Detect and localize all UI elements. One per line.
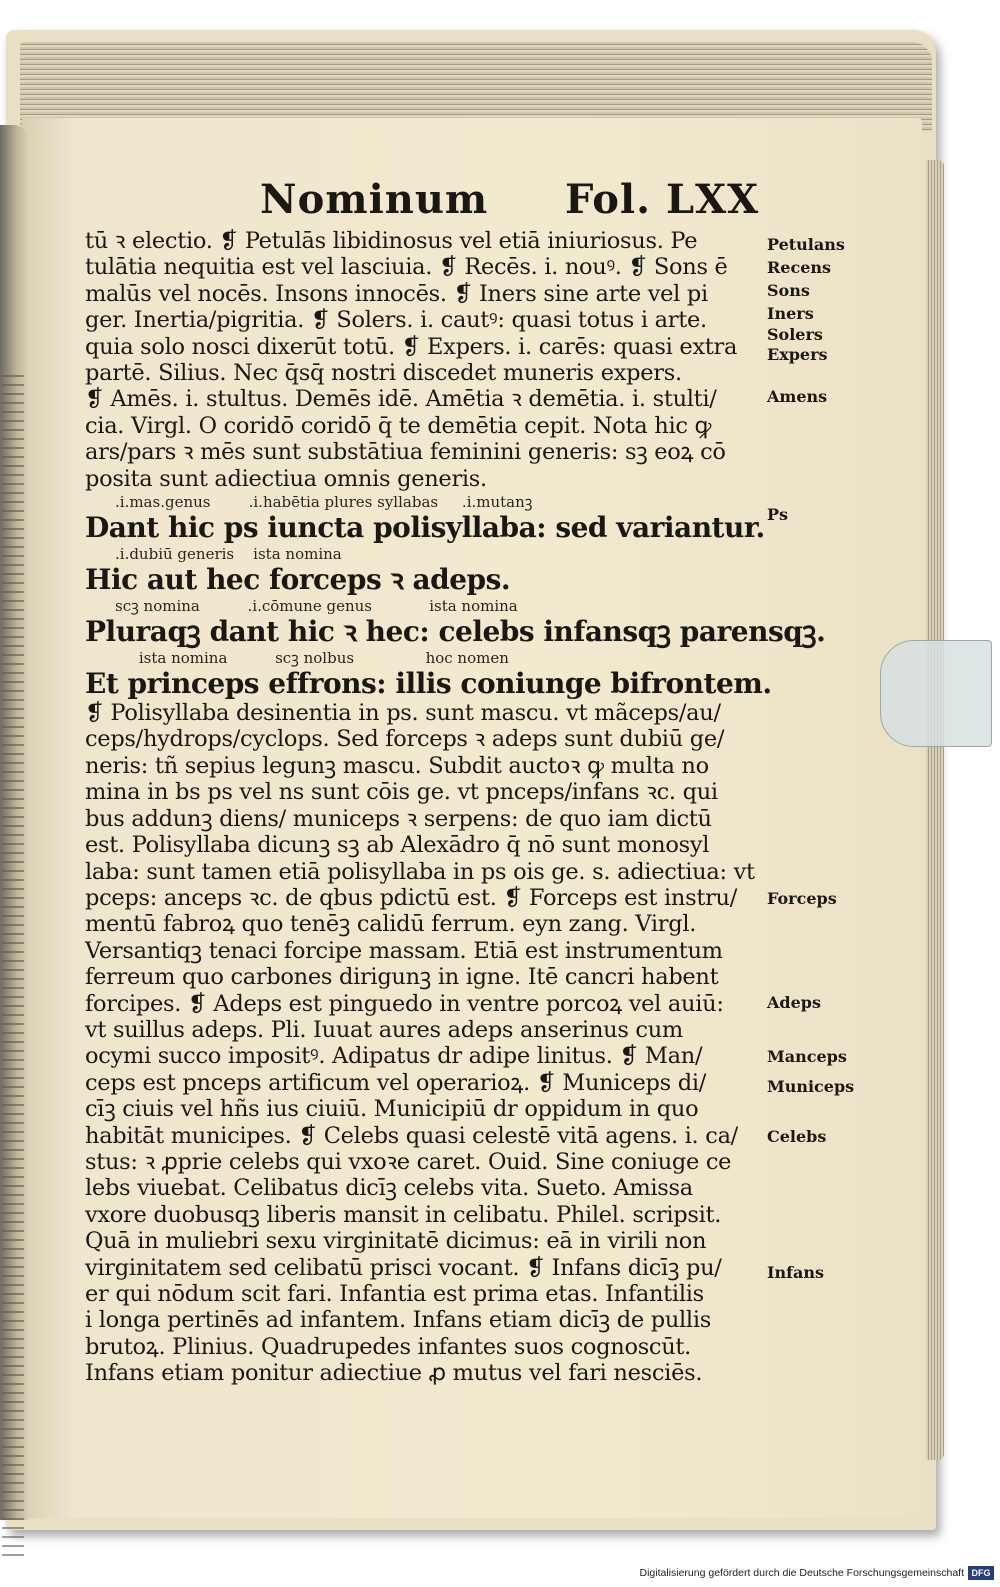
text-line: ferreum quo carbones dirigunꝫ in igne. Itē cancri habent (85, 964, 719, 991)
text-line: malūs vel nocēs. Insons innocēs. ❡ Iners sine arte vel pi (85, 280, 708, 307)
margin-note: Celebs (767, 1127, 827, 1146)
text-line: ❡ Amēs. i. stultus. Demēs idē. Amētia ꝛ demētia. i. stulti/ (85, 386, 717, 413)
text-line: posita sunt adiectiua omnis generis. (85, 465, 487, 492)
dfg-logo: DFG (968, 1566, 994, 1580)
margin-note: Municeps (767, 1077, 855, 1096)
text-line: tulātia nequitia est vel lasciuia. ❡ Recēs. i. nouꝰ. ❡ Sons ē (85, 254, 728, 281)
verse-line: Pluraqꝫ dant hic ꝛ hec: celebs infansqꝫ parensqꝫ. (85, 615, 826, 649)
text-line: i longa pertinēs ad infantem. Infans etiam dicīꝫ de pullis (85, 1307, 711, 1334)
text-line: vt suillus adeps. Pli. Iuuat aures adeps anserinus cum (85, 1016, 683, 1043)
text-line: virginitatem sed celibatū prisci vocant. ❡ Infans dicīꝫ pu/ (85, 1254, 722, 1281)
text-line: est. Polisyllaba dicunꝫ sꝫ ab Alexādro q̄ nō sunt monosyl (85, 832, 710, 859)
margin-note: Petulans (767, 235, 845, 254)
text-line: ceps est pnceps artificum vel operarioꝝ. ❡ Municeps di/ (85, 1069, 707, 1096)
margin-note: Expers (767, 345, 828, 364)
margin-note: Manceps (767, 1047, 847, 1066)
text-line: brutoꝝ. Plinius. Quadrupedes infantes suos cognoscūt. (85, 1333, 692, 1360)
text-line: ocymi succo impositꝰ. Adipatus dr adipe linitus. ❡ Man/ (85, 1043, 703, 1070)
verse-line: Et princeps effrons: illis coniunge bifrontem. (85, 667, 772, 701)
page-holder-clip (880, 640, 992, 747)
text-line: vxore duobusqꝫ liberis mansit in celibatu. Philel. scripsit. (85, 1201, 722, 1228)
margin-note: Forceps (767, 889, 837, 908)
text-line: Versantiqꝫ tenaci forcipe massam. Etiā est instrumentum (85, 937, 723, 964)
margin-note: Recens (767, 258, 832, 277)
text-line: habitāt municipes. ❡ Celebs quasi celestē vitā agens. i. ca/ (85, 1122, 738, 1149)
text-line: bus addunꝫ diens/ municeps ꝛ serpens: de quo iam dictū (85, 805, 712, 832)
facing-page-edge (0, 125, 28, 1520)
text-line: forcipes. ❡ Adeps est pinguedo in ventre porcoꝝ vel auiū: (85, 990, 724, 1017)
margin-note: Adeps (767, 993, 821, 1012)
running-header (85, 170, 785, 228)
text-line: ceps/hydrops/cyclops. Sed forceps ꝛ adeps sunt dubiū ge/ (85, 726, 725, 753)
text-line: cia. Virgl. O coridō coridō q̄ te demētia cepit. Nota hic ꝙ (85, 412, 712, 439)
text-line: quia solo nosci dixerūt totū. ❡ Expers. i. carēs: quasi extra (85, 333, 738, 360)
interlinear-gloss: ista nomina scꝫ nolbus hoc nomen (115, 649, 509, 668)
header-title: Nominum (260, 176, 489, 223)
text-line: mina in bs ps vel ns sunt cōis ge. vt pnceps/infans ꝛc. qui (85, 779, 718, 806)
interlinear-gloss: .i.dubiū generis ista nomina (115, 545, 342, 564)
margin-note: Amens (767, 387, 828, 406)
margin-note: Sons (767, 281, 810, 300)
text-line: cīꝫ ciuis vel hñs ius ciuiū. Municipiū dr oppidum in quo (85, 1096, 699, 1123)
footer-bar (0, 1560, 1000, 1587)
margin-note: Iners (767, 304, 814, 323)
text-line: pceps: anceps ꝛc. de qbus pdictū est. ❡ Forceps est instru/ (85, 884, 738, 911)
interlinear-gloss: .i.mas.genus .i.habētia plures syllabas .i.mutanꝫ (115, 493, 533, 512)
text-line: mentū fabroꝝ quo tenēꝫ calidū ferrum. eyn zang. Virgl. (85, 911, 697, 938)
margin-note: Ps (767, 505, 789, 524)
text-line: lebs viuebat. Celibatus dicīꝫ celebs vita. Sueto. Amissa (85, 1175, 693, 1202)
interlinear-gloss: scꝫ nomina .i.cōmune genus ista nomina (115, 597, 518, 616)
text-line: tū ꝛ electio. ❡ Petulās libidinosus vel etiā iniuriosus. Pe (85, 228, 698, 254)
body-paragraph-top (85, 228, 785, 492)
text-line: neris: tñ sepius legunꝫ mascu. Subdit auctoꝛ ꝙ multa no (85, 752, 709, 779)
verse-line: Dant hic ps iuncta polisyllaba: sed variantur. (85, 511, 765, 545)
margin-note: Solers (767, 325, 823, 344)
text-line: Infans etiam ponitur adiectiue ꝓ mutus vel fari nesciēs. (85, 1360, 703, 1387)
text-line: stus: ꝛ ꝓprie celebs qui vxoꝛe caret. Ouid. Sine coniuge ce (85, 1148, 732, 1175)
text-line: partē. Silius. Nec q̄sq̄ nostri discedet muneris expers. (85, 360, 682, 387)
text-line: laba: sunt tamen etiā polisyllaba in ps ois ge. s. adiectiua: vt (85, 858, 755, 885)
right-page-edges (926, 160, 944, 1460)
text-line: Quā in muliebri sexu virginitatē dicimus: eā in virili non (85, 1228, 707, 1255)
text-line: ❡ Polisyllaba desinentia in ps. sunt mascu. vt mãceps/au/ (85, 700, 721, 727)
facing-page-text (2, 375, 24, 1560)
funding-credit: Digitalisierung gefördert durch die Deutsche Forschungsgemeinschaft (639, 1567, 964, 1579)
body-paragraph-bottom (85, 700, 785, 1387)
text-line: er qui nōdum scit fari. Infantia est prima etas. Infantilis (85, 1281, 704, 1307)
folio-number: Fol. LXX (565, 176, 760, 223)
text-line: ger. Inertia/pigritia. ❡ Solers. i. cautꝰ: quasi totus i arte. (85, 307, 707, 334)
margin-note: Infans (767, 1263, 825, 1282)
verse-line: Hic aut hec forceps ꝛ adeps. (85, 563, 511, 597)
text-line: ars/pars ꝛ mēs sunt substātiua feminini generis: sꝫ eoꝝ cō (85, 439, 726, 466)
